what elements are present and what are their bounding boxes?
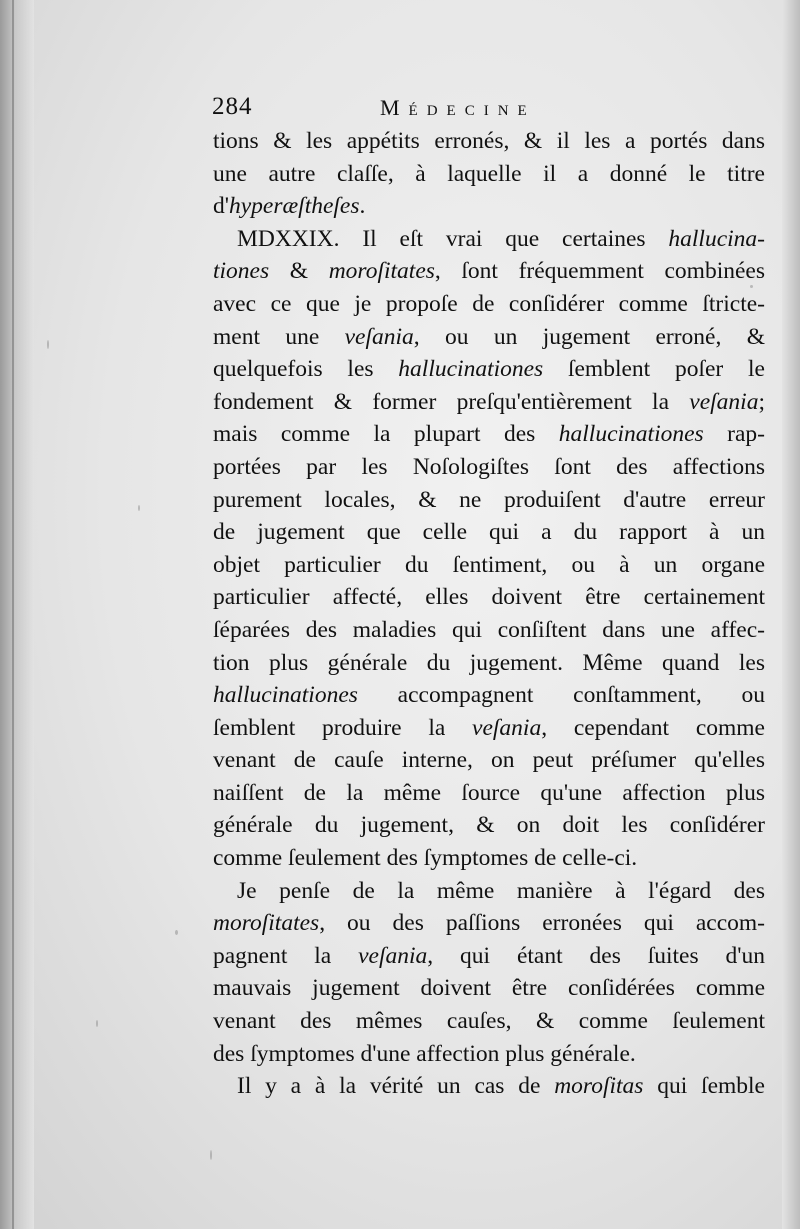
text-line: ment une veſania, ou un jugement erroné, & — [213, 323, 765, 350]
text-line: mauvais jugement doivent être conſidérées comme — [213, 975, 765, 1002]
text-line: comme ſeulement des ſymptomes de celle-ci. — [213, 845, 638, 872]
text-line: d'hyperæſtheſes. — [213, 193, 366, 220]
text-line: des ſymptomes d'une affection plus générale. — [213, 1040, 636, 1067]
paper-speck — [750, 285, 753, 288]
text-line: tions & les appétits erronés, & il les a portés dans — [213, 128, 765, 154]
text-line: fondement & former preſqu'entièrement la veſania; — [213, 388, 765, 415]
running-head: Médecine — [380, 95, 536, 120]
page-right-edge — [782, 0, 800, 1229]
paper-speck — [96, 1020, 98, 1027]
gutter-binding-line — [12, 0, 14, 1229]
text-line: naiſſent de la même ſource qu'une affection plus — [213, 779, 765, 806]
text-line: objet particulier du ſentiment, ou à un organe — [213, 551, 765, 578]
text-line: moroſitates, ou des paſſions erronées qui accom- — [213, 910, 765, 937]
text-line: pagnent la veſania, qui étant des ſuites d'un — [213, 942, 766, 969]
text-line: MDXXIX. Il eſt vrai que certaines hallucina- — [237, 225, 765, 252]
text-line: ſéparées des maladies qui conſiſtent dans une affec- — [213, 616, 765, 643]
text-line: Il y a à la vérité un cas de moroſitas qui ſemble — [237, 1073, 765, 1100]
text-line: hallucinationes accompagnent conſtamment, ou — [213, 682, 765, 709]
text-line: avec ce que je propoſe de conſidérer comme ſtricte- — [213, 290, 765, 317]
text-line: tion plus générale du jugement. Même quand les — [213, 649, 765, 676]
paper-speck — [138, 505, 140, 511]
text-line: ſemblent produire la veſania, cependant comme — [213, 714, 765, 741]
text-line: générale du jugement, & on doit les conſidérer — [213, 812, 765, 839]
text-line: mais comme la plupart des hallucinationes rap- — [213, 421, 765, 448]
page-number: 284 — [212, 93, 253, 120]
text-line: de jugement que celle qui a du rapport à un — [213, 519, 765, 546]
text-line: quelquefois les hallucinationes ſemblent poſer le — [213, 356, 765, 383]
paper-speck — [47, 340, 49, 349]
page-gutter — [0, 0, 34, 1229]
text-line: Je penſe de la même manière à l'égard des — [237, 877, 765, 904]
text-line: une autre claſſe, à laquelle il a donné le titre — [213, 160, 765, 187]
text-line: particulier affecté, elles doivent être certainement — [213, 584, 765, 611]
text-line: venant de cauſe interne, on peut préſumer qu'elles — [213, 747, 765, 774]
text-line: venant des mêmes cauſes, & comme ſeulement — [213, 1008, 765, 1035]
paper-speck — [175, 930, 178, 935]
text-line: purement locales, & ne produiſent d'autre erreur — [213, 486, 765, 513]
body-text — [213, 125, 765, 1103]
paper-speck — [210, 1150, 212, 1160]
text-line: tiones & moroſitates, ſont fréquemment combinées — [213, 258, 766, 285]
text-line: portées par les Noſologiſtes ſont des affections — [213, 453, 765, 480]
